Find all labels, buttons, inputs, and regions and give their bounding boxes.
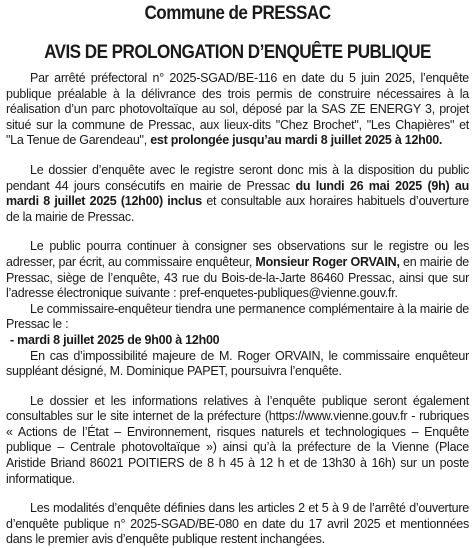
- paragraph-modalities: Les modalités d’enquête définies dans les articles 2 et 5 à 9 de l’arrêté d’ouverture d’enquête publique n° 2025-SGAD/BE-080 en date du 17 avril 2025 et mentionnées dans le premier avis d’enquête publique restent inchangées.: [6, 501, 469, 547]
- notice-title: AVIS DE PROLONGATION D’ENQUÊTE PUBLIQUE: [44, 42, 431, 63]
- paragraph-consultation: Le dossier et les informations relatives à l’enquête publique seront également consultables sur le site internet de la préfecture (https://www.vienne.gouv.fr - rubriques « Actions de l’État – Environnement, risques naturels et technologiques – Enquête publique – Centrale photovoltaïque ») ainsi qu’à la préfecture de la Vienne (Place Aristide Briand 86021 POITIERS de 8 h 45 à 12 h et de 13h30 à 16h) sur un poste informatique.: [6, 393, 469, 486]
- commune-heading: Commune de PRESSAC: [144, 3, 331, 24]
- paragraph-observations-text-1: Le public pourra continuer à consigner ses observations sur le registre ou les adresser, par écrit, au commissaire enquêteur,: [6, 239, 469, 269]
- paragraph-permanence: Le commissaire-enquêteur tiendra une permanence complémentaire à la mairie de Pressac le :: [6, 301, 469, 332]
- paragraph-decree: [6, 71, 469, 149]
- paragraph-observations-text-2: en mairie de Pressac, siège de l’enquête, 43 rue du Bois-de-la-Jarte 86460 Pressac, ainsi que sur l’adresse électronique suivante : pref-enquetes-publiques@vienne.gouv.fr.: [6, 254, 469, 301]
- paragraph-dossier: [6, 163, 469, 225]
- paragraph-dossier-text-2: et consultable aux horaires habituels d’ouverture de la mairie de Pressac.: [6, 194, 470, 224]
- paragraph-dossier-text-1: Le dossier d’enquête avec le registre seront donc mis à la disposition du public pendant 44 jours consécutifs en mairie de Pressac: [6, 162, 469, 193]
- paragraph-substitute: En cas d’impossibilité majeure de M. Roger ORVAIN, le commissaire enquêteur suppléant désigné, M. Dominique PAPET, poursuivra l’enquête.: [6, 348, 469, 379]
- paragraph-decree-text: Par arrêté préfectoral n° 2025-SGAD/BE-116 en date du 5 juin 2025, l’enquête publique préalable à la délivrance des trois permis de construire nécessaires à la réalisation d’un parc photovoltaïque au sol, déposé par la SAS ZE ENERGY 3, projet situé sur la commune de Pressac, aux lieux-dits "Chez Brochet", "Les Chapières" et "La Tenue de Garendeau",: [6, 71, 469, 148]
- paragraph-observations: [6, 239, 469, 301]
- paragraph-observations-bold: Monsieur Roger ORVAIN,: [255, 254, 400, 269]
- notice-body: [6, 71, 469, 548]
- permanence-date-item: - mardi 8 juillet 2025 de 9h00 à 12h00: [10, 332, 220, 347]
- paragraph-decree-bold: est prolongée jusqu’au mardi 8 juillet 2025 à 12h00.: [146, 133, 443, 148]
- paragraph-dossier-bold: du lundi 26 mai 2025 (9h) au mardi 8 juillet 2025 (12h00) inclus: [6, 178, 469, 209]
